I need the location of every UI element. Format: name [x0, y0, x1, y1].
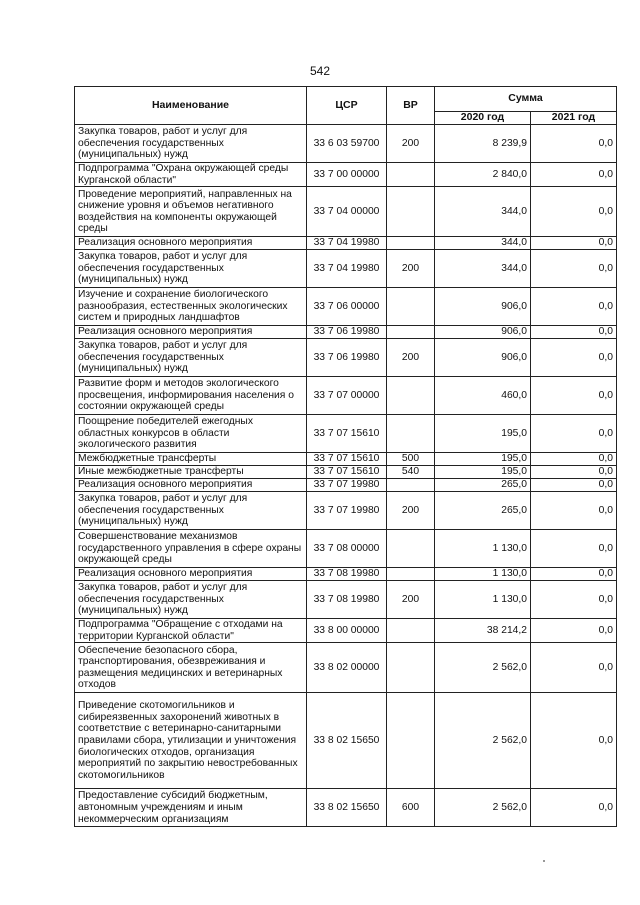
header-row [75, 87, 617, 112]
page-number: 542 [309, 64, 331, 78]
row-name: Закупка товаров, работ и услуг для обеспечения государственных (муниципальных) нужд [75, 250, 307, 288]
row-vr [387, 619, 435, 643]
row-vr [387, 288, 435, 326]
row-vr [387, 237, 435, 250]
table-row [75, 326, 617, 339]
row-csr: 33 8 02 15650 [307, 693, 387, 789]
row-sum-2021: 0,0 [531, 581, 617, 619]
row-csr: 33 7 07 15610 [307, 466, 387, 479]
row-sum-2020: 195,0 [435, 415, 531, 453]
table-row [75, 619, 617, 643]
row-name: Реализация основного мероприятия [75, 237, 307, 250]
row-sum-2020: 344,0 [435, 237, 531, 250]
row-csr: 33 7 04 19980 [307, 250, 387, 288]
row-name: Иные межбюджетные трансферты [75, 466, 307, 479]
row-sum-2021: 0,0 [531, 492, 617, 530]
row-sum-2021: 0,0 [531, 377, 617, 415]
header-sum: Сумма [435, 87, 617, 112]
row-vr [387, 415, 435, 453]
row-sum-2021: 0,0 [531, 453, 617, 466]
row-name: Предоставление субсидий бюджетным, автономным учреждениям и иным некоммерческим организациям [75, 789, 307, 827]
row-csr: 33 8 02 15650 [307, 789, 387, 827]
row-sum-2020: 195,0 [435, 466, 531, 479]
row-sum-2020: 344,0 [435, 187, 531, 237]
row-vr [387, 530, 435, 568]
row-csr: 33 7 07 00000 [307, 377, 387, 415]
row-name: Поощрение победителей ежегодных областных конкурсов в области экологического развития [75, 415, 307, 453]
table-row [75, 466, 617, 479]
row-name: Изучение и сохранение биологического разнообразия, естественных экологических систем и природных ландшафтов [75, 288, 307, 326]
row-sum-2021: 0,0 [531, 530, 617, 568]
row-vr [387, 693, 435, 789]
row-vr: 200 [387, 492, 435, 530]
row-csr: 33 7 04 00000 [307, 187, 387, 237]
row-csr: 33 7 07 15610 [307, 415, 387, 453]
row-csr: 33 8 00 00000 [307, 619, 387, 643]
row-sum-2020: 460,0 [435, 377, 531, 415]
table-row [75, 415, 617, 453]
row-name: Закупка товаров, работ и услуг для обеспечения государственных (муниципальных) нужд [75, 339, 307, 377]
header-name: Наименование [75, 87, 307, 125]
row-csr: 33 7 08 00000 [307, 530, 387, 568]
row-csr: 33 6 03 59700 [307, 125, 387, 163]
row-vr: 600 [387, 789, 435, 827]
row-vr [387, 163, 435, 187]
header-csr: ЦСР [307, 87, 387, 125]
row-vr [387, 479, 435, 492]
row-name: Приведение скотомогильников и сибиреязвенных захоронений животных в соответствие с ветеринарно-санитарными правилами сбора, утилизации и уничтожения биологических отходов, организация мероприятий по закрытию невостребованных скотомогильников [75, 693, 307, 789]
row-sum-2020: 906,0 [435, 339, 531, 377]
row-sum-2021: 0,0 [531, 789, 617, 827]
scan-speck [543, 860, 545, 862]
row-csr: 33 7 06 00000 [307, 288, 387, 326]
row-vr [387, 187, 435, 237]
row-csr: 33 7 08 19980 [307, 581, 387, 619]
row-vr: 200 [387, 250, 435, 288]
row-vr [387, 326, 435, 339]
table-row [75, 530, 617, 568]
row-sum-2021: 0,0 [531, 339, 617, 377]
row-sum-2021: 0,0 [531, 125, 617, 163]
row-vr: 200 [387, 339, 435, 377]
row-sum-2020: 2 562,0 [435, 643, 531, 693]
row-sum-2020: 38 214,2 [435, 619, 531, 643]
row-name: Реализация основного мероприятия [75, 326, 307, 339]
row-name: Закупка товаров, работ и услуг для обеспечения государственных (муниципальных) нужд [75, 125, 307, 163]
row-sum-2020: 2 840,0 [435, 163, 531, 187]
table-row [75, 125, 617, 163]
row-sum-2021: 0,0 [531, 568, 617, 581]
row-sum-2020: 195,0 [435, 453, 531, 466]
row-sum-2020: 8 239,9 [435, 125, 531, 163]
row-sum-2021: 0,0 [531, 187, 617, 237]
row-sum-2021: 0,0 [531, 693, 617, 789]
row-sum-2021: 0,0 [531, 643, 617, 693]
row-sum-2021: 0,0 [531, 237, 617, 250]
header-2020: 2020 год [435, 112, 531, 125]
table-row [75, 453, 617, 466]
row-sum-2021: 0,0 [531, 163, 617, 187]
table-row [75, 250, 617, 288]
table-row [75, 288, 617, 326]
row-sum-2020: 1 130,0 [435, 581, 531, 619]
row-vr: 200 [387, 581, 435, 619]
row-vr [387, 643, 435, 693]
table-row [75, 479, 617, 492]
row-sum-2020: 2 562,0 [435, 693, 531, 789]
row-csr: 33 7 07 19980 [307, 479, 387, 492]
table-row [75, 693, 617, 789]
table-row [75, 568, 617, 581]
row-name: Развитие форм и методов экологического просвещения, информирования населения о состоянии окружающей среды [75, 377, 307, 415]
row-sum-2020: 265,0 [435, 492, 531, 530]
row-csr: 33 7 06 19980 [307, 326, 387, 339]
header-2021: 2021 год [531, 112, 617, 125]
row-csr: 33 8 02 00000 [307, 643, 387, 693]
row-name: Совершенствование механизмов государственного управления в сфере охраны окружающей среды [75, 530, 307, 568]
row-vr [387, 377, 435, 415]
row-csr: 33 7 06 19980 [307, 339, 387, 377]
row-sum-2021: 0,0 [531, 479, 617, 492]
table-row [75, 643, 617, 693]
table-row [75, 789, 617, 827]
row-csr: 33 7 04 19980 [307, 237, 387, 250]
table-body [75, 125, 617, 827]
row-sum-2021: 0,0 [531, 466, 617, 479]
row-csr: 33 7 07 15610 [307, 453, 387, 466]
row-name: Закупка товаров, работ и услуг для обеспечения государственных (муниципальных) нужд [75, 492, 307, 530]
row-name: Подпрограмма "Обращение с отходами на территории Курганской области" [75, 619, 307, 643]
row-name: Реализация основного мероприятия [75, 479, 307, 492]
row-vr: 500 [387, 453, 435, 466]
row-vr: 540 [387, 466, 435, 479]
row-name: Реализация основного мероприятия [75, 568, 307, 581]
table-row [75, 237, 617, 250]
table-row [75, 187, 617, 237]
row-sum-2020: 2 562,0 [435, 789, 531, 827]
row-vr [387, 568, 435, 581]
table-row [75, 163, 617, 187]
row-name: Обеспечение безопасного сбора, транспортирования, обезвреживания и размещения медицинских и ветеринарных отходов [75, 643, 307, 693]
header-vr: ВР [387, 87, 435, 125]
row-sum-2020: 1 130,0 [435, 530, 531, 568]
table-row [75, 377, 617, 415]
budget-table [74, 86, 617, 827]
row-sum-2020: 344,0 [435, 250, 531, 288]
row-csr: 33 7 08 19980 [307, 568, 387, 581]
row-sum-2020: 906,0 [435, 288, 531, 326]
row-sum-2021: 0,0 [531, 415, 617, 453]
row-name: Межбюджетные трансферты [75, 453, 307, 466]
row-name: Подпрограмма "Охрана окружающей среды Курганской области" [75, 163, 307, 187]
row-sum-2021: 0,0 [531, 326, 617, 339]
row-sum-2020: 1 130,0 [435, 568, 531, 581]
row-sum-2020: 265,0 [435, 479, 531, 492]
table-row [75, 492, 617, 530]
row-vr: 200 [387, 125, 435, 163]
row-sum-2021: 0,0 [531, 250, 617, 288]
row-name: Закупка товаров, работ и услуг для обеспечения государственных (муниципальных) нужд [75, 581, 307, 619]
row-sum-2020: 906,0 [435, 326, 531, 339]
table-row [75, 339, 617, 377]
table-row [75, 581, 617, 619]
row-name: Проведение мероприятий, направленных на снижение уровня и объемов негативного воздействия на компоненты окружающей среды [75, 187, 307, 237]
row-sum-2021: 0,0 [531, 288, 617, 326]
row-csr: 33 7 00 00000 [307, 163, 387, 187]
row-sum-2021: 0,0 [531, 619, 617, 643]
row-csr: 33 7 07 19980 [307, 492, 387, 530]
